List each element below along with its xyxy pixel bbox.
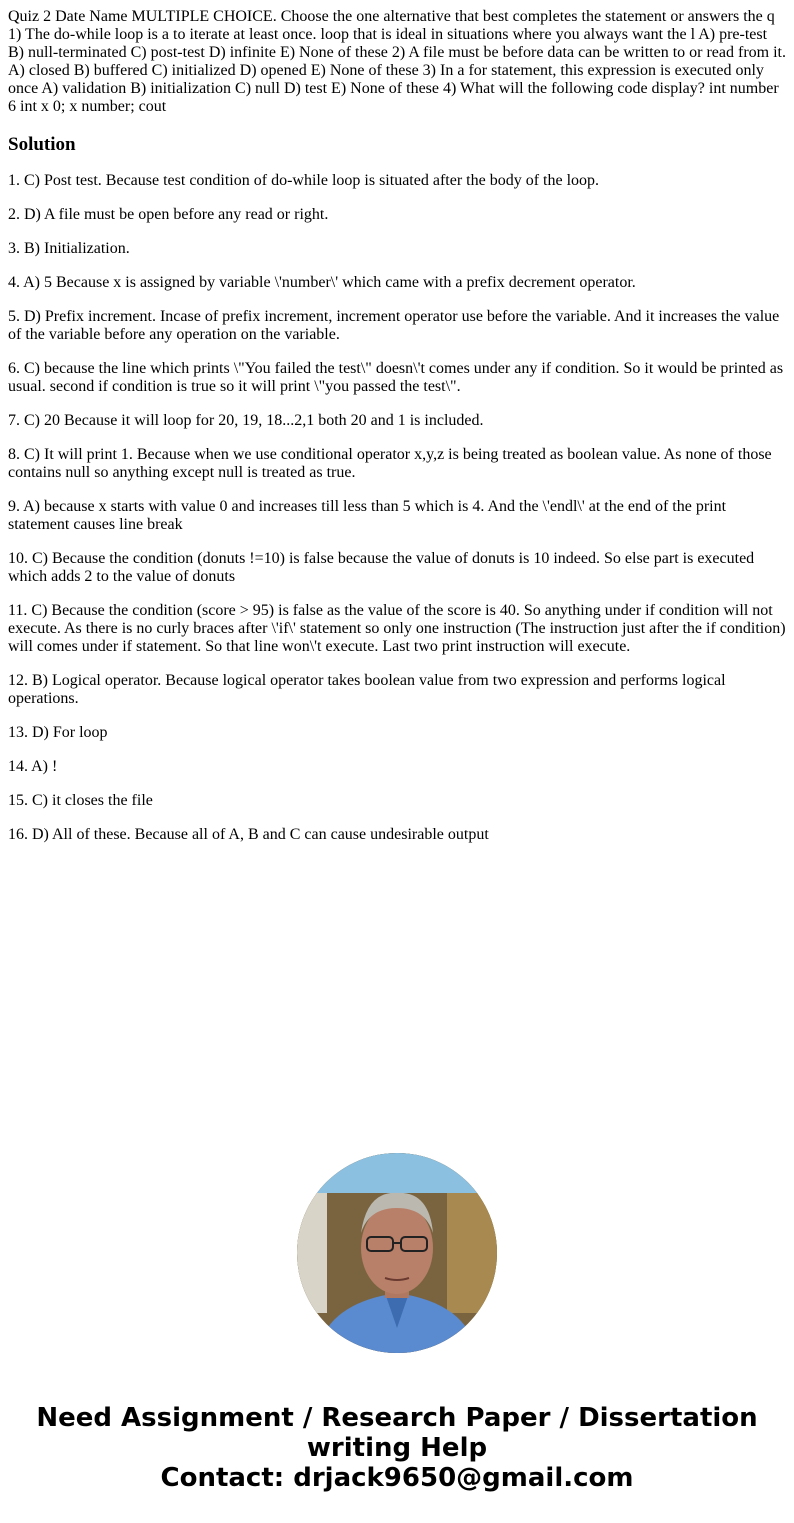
answer-item: 13. D) For loop (8, 724, 108, 741)
answer-item: 11. C) Because the condition (score > 95) is false as the value of the score is 40. So anything under if condition will not execute. As there is no curly braces after \'if\' statement so only one instruction (The instruction just after the if condition) will comes under if statement. So that line won\'t execute. Last two print instruction will execute. (8, 602, 786, 655)
answer-item: 3. B) Initialization. (8, 240, 130, 257)
solution-heading: Solution (8, 134, 76, 155)
answer-item: 8. C) It will print 1. Because when we use conditional operator x,y,z is being treated as boolean value. As none of those contains null so anything except null is treated as true. (8, 446, 772, 481)
answer-item: 16. D) All of these. Because all of A, B and C can cause undesirable output (8, 826, 489, 843)
footer-banner (0, 1403, 794, 1493)
footer-help-text: Need Assignment / Research Paper / Dissertation writing Help (36, 1403, 758, 1463)
answer-item: 5. D) Prefix increment. Incase of prefix increment, increment operator use before the variable. And it increases the value of the variable before any operation on the variable. (8, 308, 780, 343)
answer-item: 1. C) Post test. Because test condition of do-while loop is situated after the body of the loop. (8, 172, 600, 189)
footer-contact: Contact: drjack9650@gmail.com (160, 1463, 634, 1493)
answer-list (8, 172, 786, 844)
answer-item: 4. A) 5 Because x is assigned by variable \'number\' which came with a prefix decrement operator. (8, 274, 636, 291)
answer-item: 9. A) because x starts with value 0 and increases till less than 5 which is 4. And the \'endl\' at the end of the print statement causes line break (8, 498, 727, 533)
answer-item: 2. D) A file must be open before any read or right. (8, 206, 329, 223)
answer-item: 10. C) Because the condition (donuts !=10) is false because the value of donuts is 10 indeed. So else part is executed which adds 2 to the value of donuts (8, 550, 755, 585)
answer-item: 7. C) 20 Because it will loop for 20, 19, 18...2,1 both 20 and 1 is included. (8, 412, 484, 429)
answer-item: 15. C) it closes the file (8, 792, 153, 809)
answer-item: 12. B) Logical operator. Because logical operator takes boolean value from two expression and performs logical operations. (8, 672, 726, 707)
answer-item: 6. C) because the line which prints \"You failed the test\" doesn\'t comes under any if condition. So it would be printed as usual. second if condition is true so it will print \"you passed the test\". (8, 360, 784, 395)
author-photo (297, 1153, 497, 1353)
question-text: Quiz 2 Date Name MULTIPLE CHOICE. Choose the one alternative that best completes the statement or answers the q 1) The do-while loop is a to iterate at least once. loop that is ideal in situations where you always want the l A) pre-test B) null-terminated C) post-test D) infinite E) None of these 2) A file must be before data can be written to or read from it. A) closed B) buffered C) initialized D) opened E) None of these 3) In a for statement, this expression is executed only once A) validation B) initialization C) null D) test E) None of these 4) What will the following code display? int number 6 int x 0; x number; cout (8, 8, 786, 115)
answer-item: 14. A) ! (8, 758, 58, 775)
